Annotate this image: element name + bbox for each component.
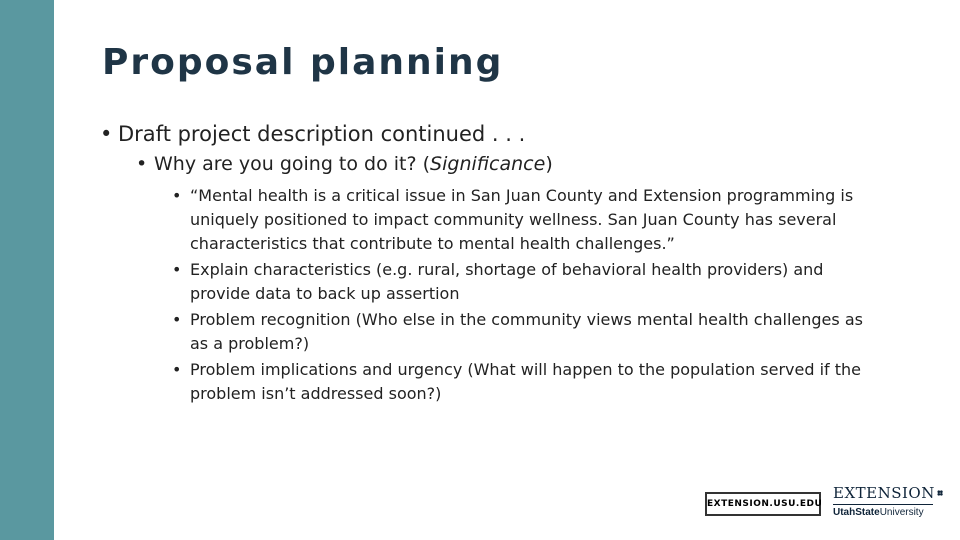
bullet-text-prefix: Why are you going to do it? ( <box>154 153 431 175</box>
sidebar-accent-bar <box>0 0 54 540</box>
list-item <box>172 308 880 356</box>
logo-extension-text: EXTENSION <box>833 484 935 502</box>
logo-divider <box>833 504 933 505</box>
bullet-text: Draft project description continued . . . <box>118 122 526 146</box>
logo-utah-text: UtahState <box>833 507 880 518</box>
bullet-marker: • <box>172 260 182 279</box>
usu-extension-logo <box>833 484 943 524</box>
logo-university-text: University <box>879 507 924 518</box>
bullet-level-3-list <box>172 184 880 406</box>
logo-extension-wordmark <box>833 484 943 502</box>
bullet-level-2 <box>136 150 880 178</box>
bullet-text-italic: Significance <box>430 153 546 175</box>
slide-body <box>100 118 880 408</box>
bullet-marker: • <box>136 153 148 175</box>
logo-university-wordmark <box>833 507 943 518</box>
bullet-text-suffix: ) <box>545 153 553 175</box>
bullet-marker: • <box>172 186 182 205</box>
bullet-marker: • <box>100 122 113 146</box>
slide-title: Proposal planning <box>102 42 504 83</box>
bullet-marker: • <box>172 360 182 379</box>
list-item <box>172 258 880 306</box>
list-item <box>172 184 880 256</box>
list-item <box>172 358 880 406</box>
bullet-level-1 <box>100 118 880 150</box>
four-leaf-clover-icon <box>937 487 943 499</box>
bullet-text: Problem recognition (Who else in the community views mental health challenges as as a problem?) <box>190 310 863 353</box>
bullet-text: Explain characteristics (e.g. rural, shortage of behavioral health providers) and provide data to back up assertion <box>190 260 824 303</box>
bullet-text <box>154 150 553 178</box>
bullet-text: “Mental health is a critical issue in San Juan County and Extension programming is uniquely positioned to impact community wellness. San Juan County has several characteristics that contribute to mental health challenges.” <box>190 186 854 253</box>
bullet-text: Problem implications and urgency (What will happen to the population served if the problem isn’t addressed soon?) <box>190 360 862 403</box>
bullet-marker: • <box>172 310 182 329</box>
extension-url-box[interactable]: EXTENSION.USU.EDU <box>705 492 821 516</box>
